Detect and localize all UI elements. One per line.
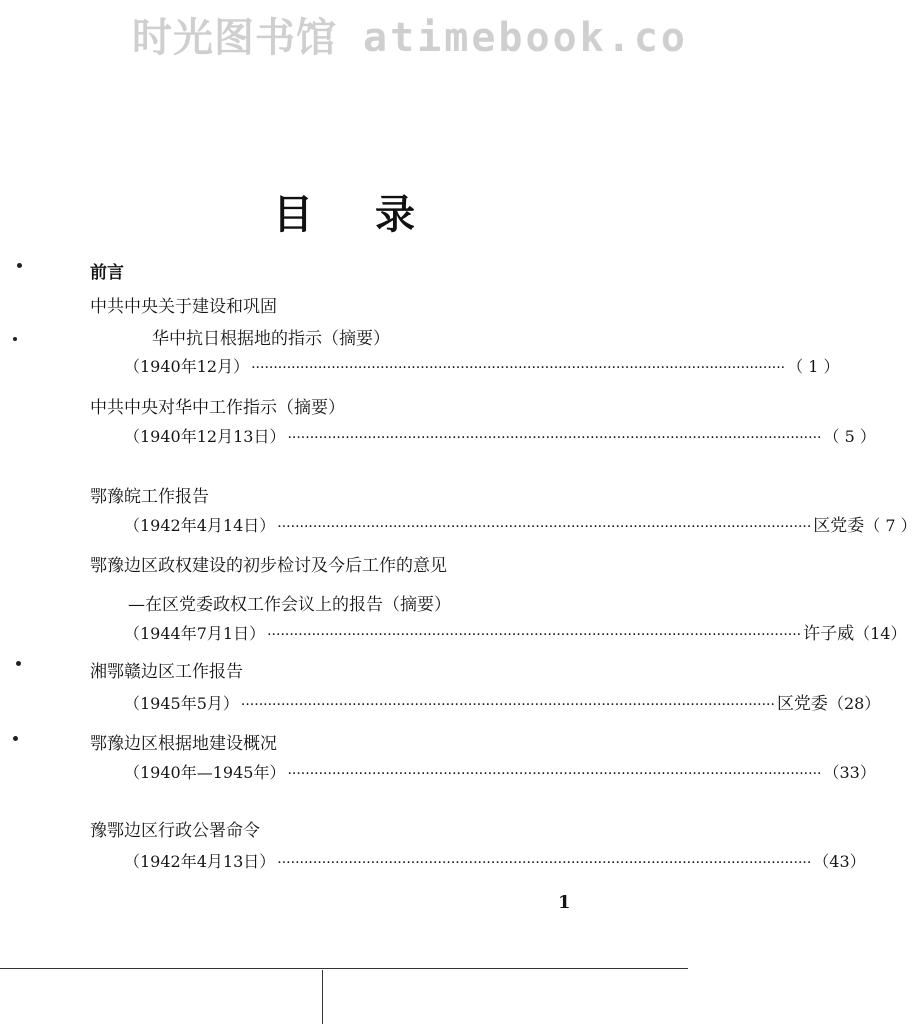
toc-entry-7-page[interactable]: （43） <box>813 852 866 871</box>
toc-entry-5-title-line-1[interactable]: 湘鄂赣边区工作报告 <box>90 662 243 682</box>
bottom-center-rule <box>322 970 323 1024</box>
toc-entry-2-meta <box>124 426 876 449</box>
toc-entry-4-title-line-2[interactable]: —在区党委政权工作会议上的报告（摘要） <box>128 595 451 615</box>
scan-speck <box>13 736 18 741</box>
toc-entry-2-date: （1940年12月13日） <box>124 427 286 446</box>
toc-entry-3-date: （1942年4月14日） <box>124 516 276 535</box>
toc-entry-3-meta <box>124 515 917 538</box>
toc-entry-4-title-line-1[interactable]: 鄂豫边区政权建设的初步检讨及今后工作的意见 <box>90 556 447 576</box>
preface-heading[interactable]: 前言 <box>90 263 124 283</box>
toc-entry-1-title-line-1[interactable]: 中共中央关于建设和巩固 <box>90 297 277 317</box>
toc-entry-5-date: （1945年5月） <box>124 694 239 713</box>
scan-speck <box>13 337 17 341</box>
toc-entry-4-date: （1944年7月1日） <box>124 624 266 643</box>
toc-entry-5-meta <box>124 693 881 716</box>
toc-entry-6-date: （1940年—1945年） <box>124 763 286 782</box>
watermark-cjk: 时光图书馆 <box>132 15 337 61</box>
toc-entry-3-author: 区党委 <box>813 516 865 536</box>
scan-speck <box>16 661 21 666</box>
toc-entry-1-date: （1940年12月） <box>124 357 250 376</box>
toc-entry-4-author: 许子威 <box>803 624 855 644</box>
toc-entry-3-leader: ························································································································ <box>277 519 812 535</box>
watermark <box>132 6 688 63</box>
watermark-latin: atimebook.co <box>363 15 688 61</box>
toc-entry-5-leader: ························································································································ <box>240 697 775 713</box>
toc-entry-3-page[interactable]: （ 7 ） <box>864 516 917 535</box>
toc-entry-1-meta <box>124 356 840 379</box>
toc-entry-7-title-line-1[interactable]: 豫鄂边区行政公署命令 <box>90 821 260 841</box>
bottom-rule <box>0 968 688 969</box>
toc-entry-2-leader: ························································································································ <box>287 430 822 446</box>
page-title: 目录 <box>273 192 477 238</box>
toc-entry-2-title-line-1[interactable]: 中共中央对华中工作指示（摘要） <box>90 398 345 418</box>
toc-entry-6-page[interactable]: （33） <box>823 763 876 782</box>
toc-entry-2-page[interactable]: （ 5 ） <box>823 427 876 446</box>
toc-entry-1-page[interactable]: （ 1 ） <box>787 357 840 376</box>
toc-entry-1-title-line-2[interactable]: 华中抗日根据地的指示（摘要） <box>152 329 390 349</box>
toc-entry-3-title-line-1[interactable]: 鄂豫皖工作报告 <box>90 487 209 507</box>
toc-entry-6-title-line-1[interactable]: 鄂豫边区根据地建设概况 <box>90 734 277 754</box>
toc-entry-7-leader: ························································································································ <box>277 855 812 871</box>
scan-speck <box>17 263 22 268</box>
page-number: 1 <box>558 892 571 913</box>
toc-entry-6-leader: ························································································································ <box>287 766 822 782</box>
toc-entry-4-meta <box>124 623 907 646</box>
toc-entry-6-meta <box>124 762 876 785</box>
toc-entry-7-meta <box>124 851 866 874</box>
toc-entry-1-leader: ························································································································ <box>251 360 786 376</box>
toc-entry-5-author: 区党委 <box>776 694 828 714</box>
toc-entry-5-page[interactable]: （28） <box>827 694 881 713</box>
toc-entry-7-date: （1942年4月13日） <box>124 852 276 871</box>
toc-entry-4-leader: ························································································································ <box>267 627 802 643</box>
toc-entry-4-page[interactable]: （14） <box>854 624 907 643</box>
